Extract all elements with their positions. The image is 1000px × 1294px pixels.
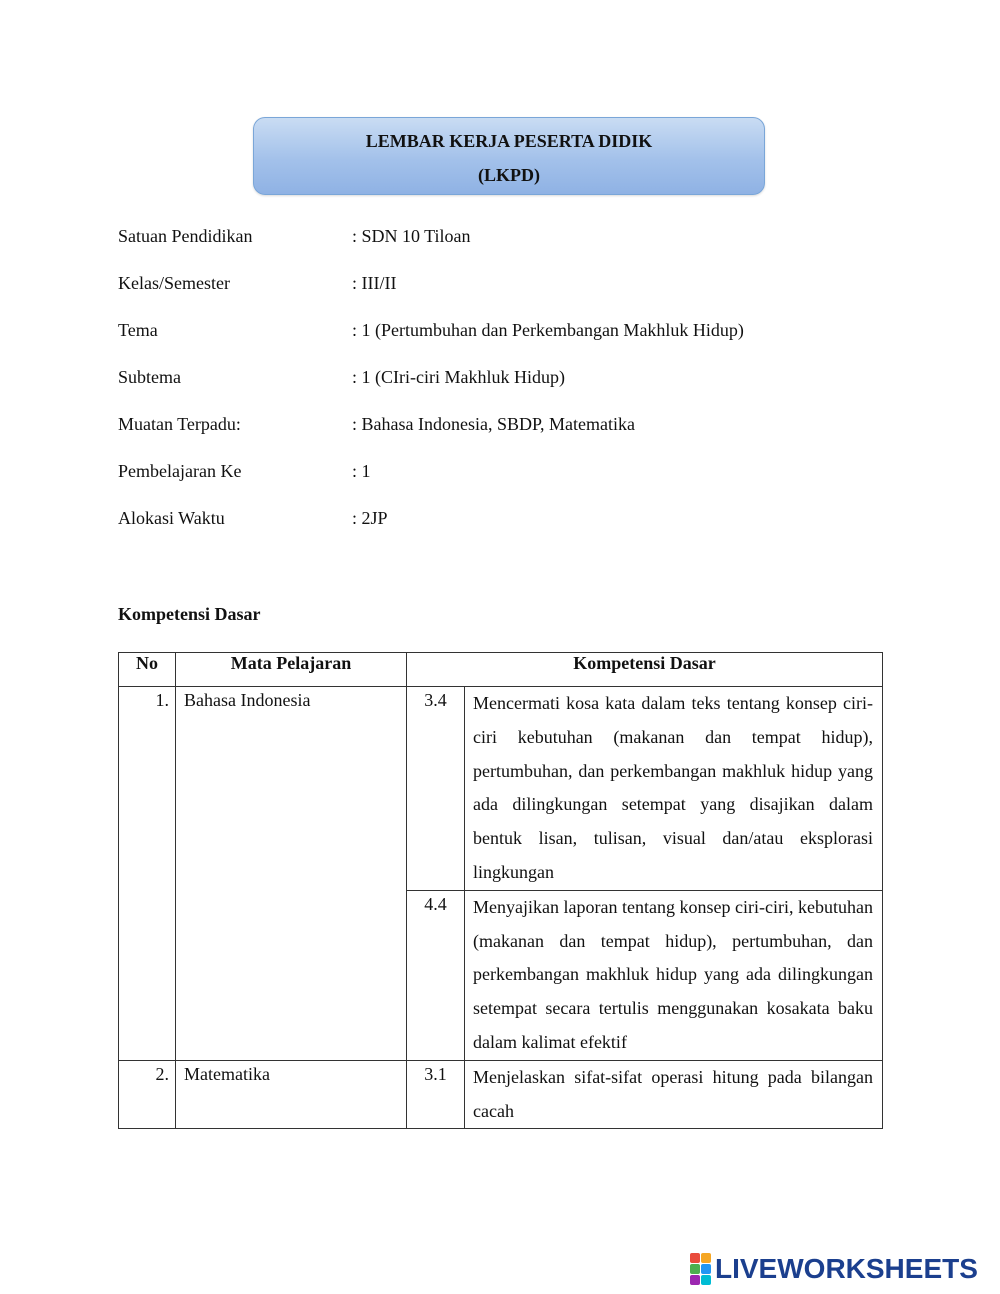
info-value: : 1 (CIri-ciri Makhluk Hidup) [352, 367, 565, 387]
row-subject: Matematika [176, 1060, 407, 1129]
info-row-satuan [118, 226, 744, 273]
logo-square [701, 1275, 711, 1285]
info-label: Alokasi Waktu [118, 508, 225, 528]
title-line-1: LEMBAR KERJA PESERTA DIDIK [365, 131, 653, 151]
info-label: Muatan Terpadu: [118, 414, 241, 434]
info-label: Pembelajaran Ke [118, 461, 242, 481]
info-row-pembelajaran [118, 461, 744, 508]
liveworksheets-logo[interactable] [690, 1254, 978, 1284]
table-row [119, 687, 883, 891]
info-label: Satuan Pendidikan [118, 226, 253, 246]
logo-square [690, 1264, 700, 1274]
row-number: 2. [119, 1060, 176, 1129]
info-label: Subtema [118, 367, 181, 387]
title-line-2: (LKPD) [478, 165, 540, 185]
info-row-kelas [118, 273, 744, 320]
competency-table [118, 652, 883, 1129]
row-number: 1. [119, 687, 176, 1061]
competency-code: 3.4 [407, 687, 465, 891]
competency-code: 3.1 [407, 1060, 465, 1129]
header-mata-pelajaran: Mata Pelajaran [176, 653, 407, 687]
row-subject: Bahasa Indonesia [176, 687, 407, 1061]
info-value: : III/II [352, 273, 397, 293]
competency-code: 4.4 [407, 890, 465, 1060]
logo-square [690, 1275, 700, 1285]
section-heading: Kompetensi Dasar [118, 604, 261, 624]
info-value: : Bahasa Indonesia, SBDP, Matematika [352, 414, 635, 434]
title-banner [253, 117, 765, 195]
competency-text: Menyajikan laporan tentang konsep ciri-ciri, kebutuhan (makanan dan tempat hidup), pertumbuhan, dan perkembangan makhluk hidup yang ada dilingkungan setempat secara tertulis menggunakan kosakata baku dalam kalimat efektif [465, 890, 883, 1060]
info-value: : 1 [352, 461, 371, 481]
info-label: Tema [118, 320, 158, 340]
info-row-muatan [118, 414, 744, 461]
table-row [119, 1060, 883, 1129]
competency-text: Menjelaskan sifat-sifat operasi hitung pada bilangan cacah [465, 1060, 883, 1129]
info-row-tema [118, 320, 744, 367]
header-kompetensi-dasar: Kompetensi Dasar [407, 653, 883, 687]
info-value: : 2JP [352, 508, 388, 528]
logo-square [701, 1253, 711, 1263]
logo-square [690, 1253, 700, 1263]
logo-square [701, 1264, 711, 1274]
liveworksheets-logo-icon [690, 1253, 711, 1285]
liveworksheets-logo-text: LIVEWORKSHEETS [715, 1253, 978, 1284]
info-label: Kelas/Semester [118, 273, 230, 293]
competency-text: Mencermati kosa kata dalam teks tentang konsep ciri-ciri kebutuhan (makanan dan tempat hidup), pertumbuhan, dan perkembangan makhluk hidup yang ada dilingkungan setempat yang disajikan dalam bentuk lisan, tulisan, visual dan/atau eksplorasi lingkungan [465, 687, 883, 891]
info-value: : 1 (Pertumbuhan dan Perkembangan Makhluk Hidup) [352, 320, 744, 340]
identity-info [118, 226, 744, 555]
info-row-alokasi [118, 508, 744, 555]
info-row-subtema [118, 367, 744, 414]
info-value: : SDN 10 Tiloan [352, 226, 471, 246]
table-header-row [119, 653, 883, 687]
header-no: No [119, 653, 176, 687]
